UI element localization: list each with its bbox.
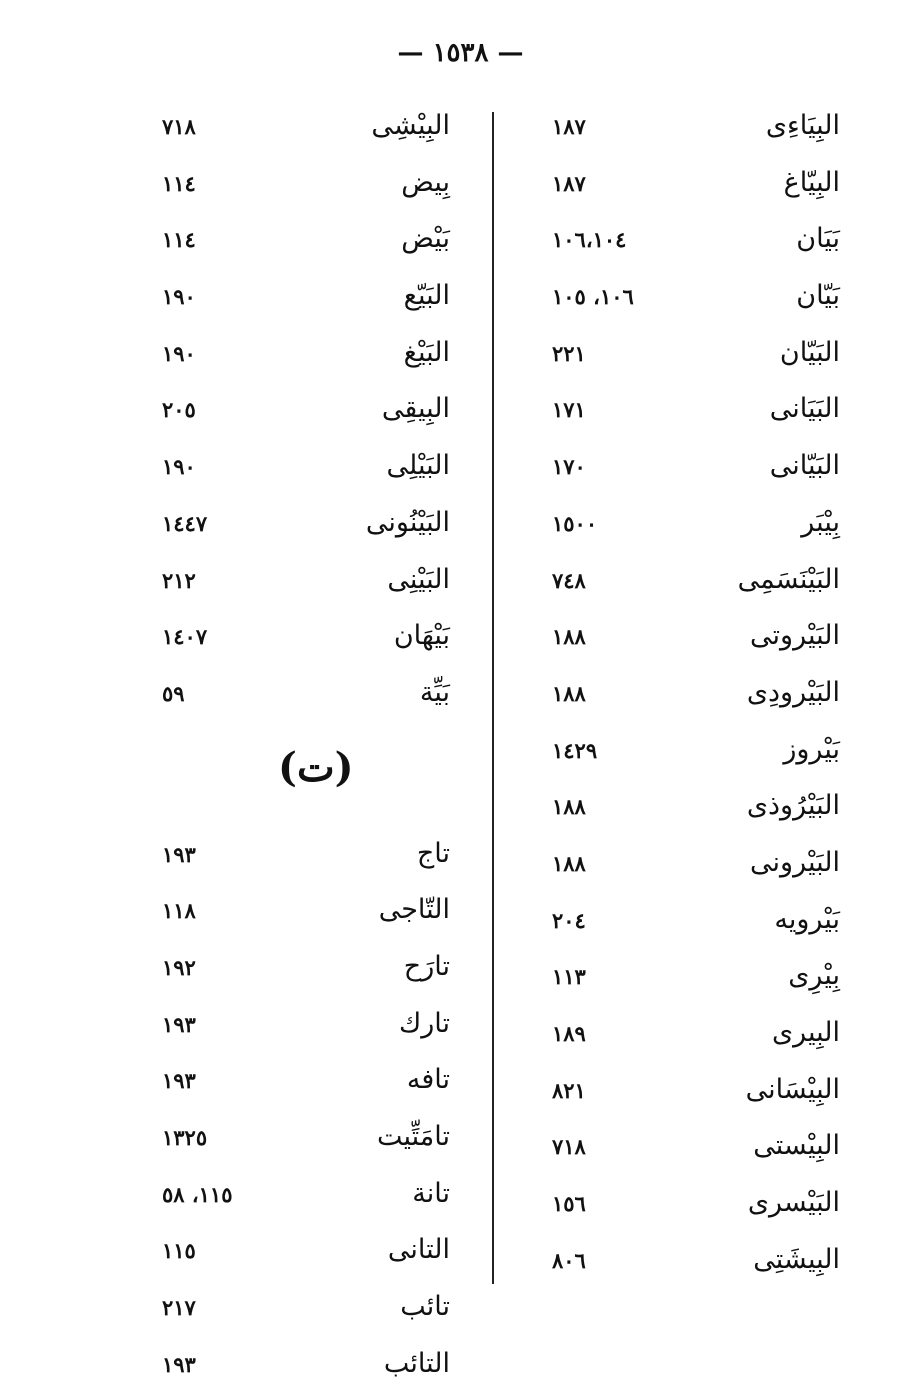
- entry-page-ref: ١١٤: [162, 170, 196, 196]
- index-entry: [160, 882, 450, 939]
- entry-page-ref: ١٧١: [552, 397, 586, 423]
- index-entry: [160, 1222, 450, 1279]
- entry-word: بَيْرويه: [774, 903, 840, 935]
- entry-word: بَيْهَان: [393, 620, 450, 652]
- entry-word: البِيقِى: [381, 393, 450, 425]
- index-entry: [160, 325, 450, 382]
- index-entry: [540, 665, 840, 722]
- entry-word: بَيَان: [796, 223, 840, 255]
- index-entry: [540, 438, 840, 495]
- entry-word: تانة: [412, 1177, 450, 1209]
- entry-page-ref: ١٩٣: [162, 841, 196, 867]
- entry-page-ref: ١١٥: [162, 1238, 196, 1264]
- entry-word: بَيِّة: [419, 676, 450, 708]
- entry-page-ref: ١٨٧: [552, 170, 586, 196]
- entry-page-ref: ١٩٣: [162, 1351, 196, 1377]
- entry-page-ref: ٧١٨: [552, 1134, 586, 1160]
- index-entry: [160, 939, 450, 996]
- entry-page-ref: ١٨٨: [552, 794, 586, 820]
- index-entry: [160, 155, 450, 212]
- entry-page-ref: ١٨٧: [552, 114, 586, 139]
- index-entry: [540, 1005, 840, 1062]
- index-entry: [160, 608, 450, 665]
- index-entry: [160, 381, 450, 438]
- index-entry: [540, 1118, 840, 1175]
- entry-page-ref: ٢٠٤: [552, 907, 586, 933]
- entry-word: التائب: [383, 1347, 450, 1379]
- entry-word: البَيْروتى: [750, 620, 840, 652]
- index-entry: [160, 98, 450, 155]
- index-entry: [160, 665, 450, 722]
- entry-word: البَيْنَسَمِى: [737, 563, 840, 595]
- index-entry: [160, 826, 450, 883]
- index-entry: [540, 552, 840, 609]
- column-divider: [492, 112, 494, 1284]
- section-heading-text: (ت): [278, 743, 354, 791]
- entry-page-ref: ١٩٣: [162, 1011, 196, 1037]
- entry-word: البَيْرودِى: [746, 676, 840, 708]
- entry-page-ref: ١٤٤٧: [162, 510, 208, 536]
- index-entry: [540, 98, 840, 155]
- entry-page-ref: ١٨٨: [552, 850, 586, 876]
- entry-word: البَيْغ: [403, 336, 450, 368]
- index-entry: [540, 1175, 840, 1232]
- entry-word: بَيّان: [796, 280, 840, 312]
- entry-word: بَيْروز: [783, 733, 840, 765]
- index-entry: [160, 552, 450, 609]
- entry-word: البَيّانى: [769, 450, 840, 482]
- entry-page-ref: ١٠٦،١٠٤: [552, 227, 627, 253]
- entry-page-ref: ٢٠٥: [162, 397, 196, 423]
- entry-word: تاج: [416, 837, 450, 869]
- entry-word: بِيْبَر: [801, 506, 840, 538]
- entry-page-ref: ١٨٩: [552, 1021, 586, 1046]
- right-column: [540, 98, 840, 1288]
- entry-word: البِيْشِى: [371, 110, 450, 141]
- entry-word: التّاجى: [378, 894, 450, 926]
- index-entry: [540, 778, 840, 835]
- entry-page-ref: ٢١٢: [162, 567, 196, 593]
- entry-word: بَيْض: [401, 223, 450, 255]
- entry-word: البِيرى: [771, 1017, 840, 1048]
- entry-word: البِيّاغ: [783, 166, 840, 198]
- entry-word: بِيض: [401, 166, 450, 198]
- index-entry: [160, 1166, 450, 1223]
- left-column: [160, 98, 450, 1392]
- entry-page-ref: ١٩٠: [162, 454, 196, 480]
- entry-word: البَيْلِى: [386, 450, 450, 482]
- index-entry: [160, 1109, 450, 1166]
- entry-page-ref: ٢١٧: [162, 1295, 196, 1321]
- entry-word: تارَح: [403, 950, 450, 982]
- left-column-bottom-entries: [160, 826, 450, 1392]
- index-entry: [160, 268, 450, 325]
- index-entry: [540, 1232, 840, 1289]
- entry-word: البِيشَتِى: [753, 1243, 840, 1275]
- entry-word: البَيْرُوذى: [746, 790, 840, 822]
- index-entry: [160, 1279, 450, 1336]
- entry-word: البِيْستى: [753, 1130, 840, 1162]
- entry-word: تافه: [406, 1064, 450, 1096]
- entry-word: البِيَاءِى: [765, 110, 840, 141]
- entry-page-ref: ١١٣: [552, 964, 586, 990]
- index-entry: [160, 495, 450, 552]
- entry-word: البَيَانى: [769, 393, 840, 425]
- index-entry: [540, 835, 840, 892]
- entry-word: البَيّع: [403, 280, 450, 312]
- entry-page-ref: ٨٠٦: [552, 1247, 586, 1273]
- index-entry: [540, 892, 840, 949]
- index-entry: [540, 1062, 840, 1119]
- entry-page-ref: ٢٢١: [552, 340, 586, 366]
- entry-page-ref: ٨٢١: [552, 1077, 586, 1103]
- entry-page-ref: ١٨٨: [552, 624, 586, 650]
- index-entry: [540, 381, 840, 438]
- entry-page-ref: ٥٩: [162, 680, 185, 706]
- entry-page-ref: ١٩٠: [162, 284, 196, 310]
- entry-word: تائب: [400, 1291, 450, 1323]
- entry-page-ref: ١٧٠: [552, 454, 586, 480]
- entry-page-ref: ١٨٨: [552, 680, 586, 706]
- entry-page-ref: ١٠٦، ١٠٥: [552, 284, 634, 310]
- index-entry: [160, 996, 450, 1053]
- entry-page-ref: ٧٤٨: [552, 567, 586, 593]
- index-entry: [540, 325, 840, 382]
- entry-word: البَيْنِى: [387, 563, 450, 595]
- entry-page-ref: ١٩٢: [162, 954, 196, 980]
- entry-page-ref: ١٥٠٠: [552, 510, 598, 536]
- entry-page-ref: ١٣٢٥: [162, 1125, 208, 1150]
- index-entry: [540, 948, 840, 1005]
- entry-word: البَيْنُونى: [365, 506, 450, 538]
- entry-word: البَيْرونى: [750, 846, 840, 878]
- index-entry: [540, 155, 840, 212]
- index-entry: [160, 1052, 450, 1109]
- entry-page-ref: ١٥٦: [552, 1191, 586, 1217]
- left-column-top-entries: [160, 98, 450, 722]
- entry-page-ref: ١١٥، ٥٨: [162, 1181, 233, 1207]
- entry-page-ref: ١١٨: [162, 898, 196, 924]
- entry-word: البَيْسرى: [747, 1187, 840, 1219]
- entry-word: البَيّان: [779, 336, 840, 368]
- index-entry: [540, 268, 840, 325]
- entry-word: التانى: [387, 1234, 450, 1266]
- index-entry: [160, 211, 450, 268]
- page-number: — ١٥٣٨ —: [397, 38, 524, 68]
- entry-word: بِيْرِى: [788, 960, 840, 992]
- index-entry: [540, 722, 840, 779]
- index-entry: [160, 438, 450, 495]
- entry-page-ref: ١٩٣: [162, 1068, 196, 1094]
- entry-page-ref: ١٤٠٧: [162, 624, 208, 650]
- section-heading: [160, 722, 450, 826]
- index-entry: [540, 211, 840, 268]
- entry-word: تارك: [398, 1007, 450, 1039]
- index-entry: [540, 495, 840, 552]
- index-entry: [540, 608, 840, 665]
- entry-page-ref: ٧١٨: [162, 114, 196, 139]
- entry-word: البِيْسَانى: [745, 1073, 840, 1105]
- entry-page-ref: ١٤٢٩: [552, 737, 598, 763]
- entry-word: تامَتِّيت: [376, 1121, 450, 1152]
- index-entry: [160, 1336, 450, 1392]
- entry-page-ref: ١٩٠: [162, 340, 196, 366]
- entry-page-ref: ١١٤: [162, 227, 196, 253]
